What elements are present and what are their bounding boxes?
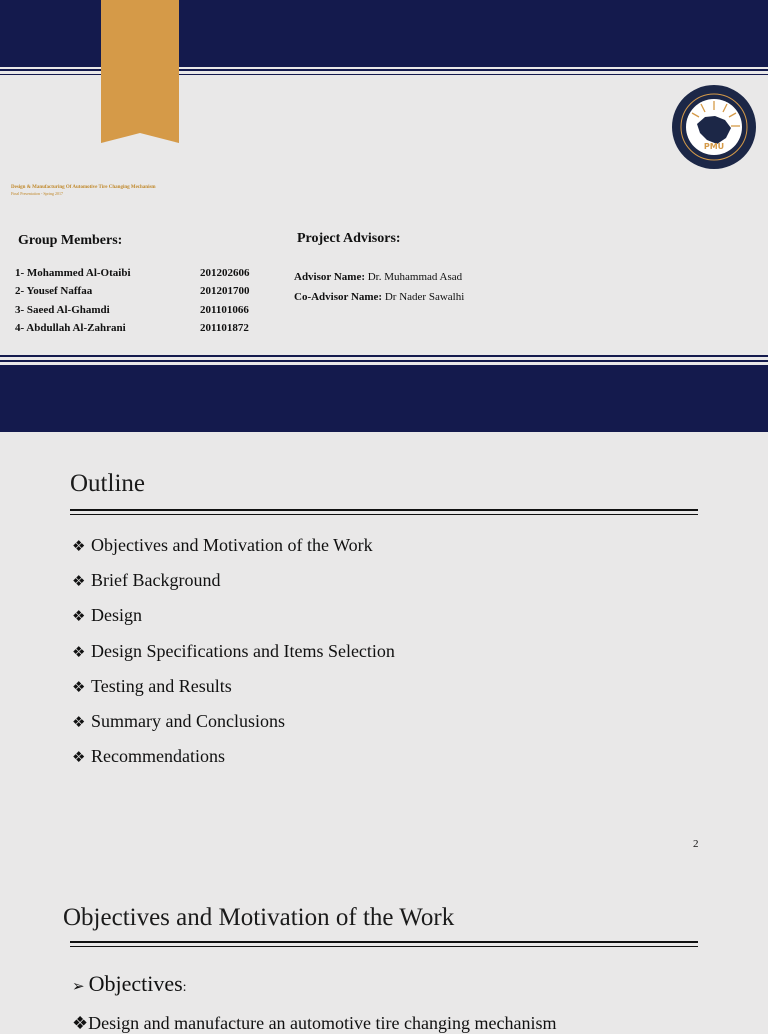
outline-item-label: Testing and Results <box>91 676 232 696</box>
outline-item <box>72 570 220 591</box>
objectives-slide-title: Objectives and Motivation of the Work <box>63 904 455 931</box>
diamond-bullet-icon: ❖ <box>72 748 86 766</box>
member-id: 201101066 <box>200 304 249 316</box>
coadvisor-value: Dr Nader Sawalhi <box>384 291 465 303</box>
diamond-bullet-icon: ❖ <box>72 537 86 555</box>
advisor-value: Dr. Muhammad Asad <box>367 271 463 283</box>
group-members-heading: Group Members: <box>18 233 123 248</box>
objectives-rule-1 <box>70 941 698 943</box>
page-number: 2 <box>693 838 699 850</box>
member-id: 201202606 <box>200 267 250 279</box>
outline-item-label: Design <box>91 605 142 625</box>
outline-item-label: Brief Background <box>91 570 221 590</box>
diamond-bullet-icon: ❖ <box>72 607 86 625</box>
arrow-bullet-icon: ➢ <box>72 977 85 995</box>
advisor-row <box>294 271 462 283</box>
outline-item <box>72 746 225 767</box>
project-title-small: Design & Manufacturing Of Automotive Tire Changing Mechanism <box>11 185 156 190</box>
member-name: 2- Yousef Naffaa <box>15 285 93 297</box>
bottom-divider-line-1 <box>0 355 768 357</box>
coadvisor-label: Co-Advisor Name: <box>294 291 383 303</box>
outline-item <box>72 605 142 626</box>
outline-item <box>72 711 285 732</box>
coadvisor-row <box>294 291 464 303</box>
outline-item <box>72 676 232 697</box>
objectives-subheading-label: Objectives <box>88 971 183 996</box>
objectives-rule-2 <box>70 946 698 947</box>
bottom-navy-band <box>0 365 768 432</box>
outline-item <box>72 641 395 662</box>
bottom-divider-line-2 <box>0 360 768 362</box>
outline-item-label: Recommendations <box>91 746 225 766</box>
university-seal-logo <box>671 84 757 170</box>
diamond-bullet-icon: ❖ <box>72 713 86 731</box>
objectives-subheading <box>72 971 187 997</box>
objectives-first-line: ❖Design and manufacture an automotive tire changing mechanism <box>72 1013 557 1033</box>
objectives-subheading-colon: : <box>182 980 187 995</box>
seal-monogram: PMU <box>703 142 725 151</box>
outline-item-label: Summary and Conclusions <box>91 711 285 731</box>
member-name: 3- Saeed Al-Ghamdi <box>15 304 110 316</box>
member-id: 201101872 <box>200 322 249 334</box>
diamond-bullet-icon: ❖ <box>72 678 86 696</box>
member-id: 201201700 <box>200 285 250 297</box>
outline-rule-1 <box>70 509 698 511</box>
outline-item <box>72 535 373 556</box>
advisor-label: Advisor Name: <box>294 271 365 283</box>
member-name: 4- Abdullah Al-Zahrani <box>15 322 126 334</box>
diamond-bullet-icon: ❖ <box>72 643 86 661</box>
outline-rule-2 <box>70 514 698 515</box>
gold-ribbon-bookmark <box>101 0 179 143</box>
outline-item-label: Objectives and Motivation of the Work <box>91 535 373 555</box>
presentation-subtitle-small: Final Presentation - Spring 2017 <box>11 191 63 196</box>
member-name: 1- Mohammed Al-Otaibi <box>15 267 131 279</box>
outline-item-label: Design Specifications and Items Selection <box>91 641 395 661</box>
project-advisors-heading: Project Advisors: <box>297 231 401 246</box>
diamond-bullet-icon: ❖ <box>72 572 86 590</box>
outline-title: Outline <box>70 470 145 497</box>
